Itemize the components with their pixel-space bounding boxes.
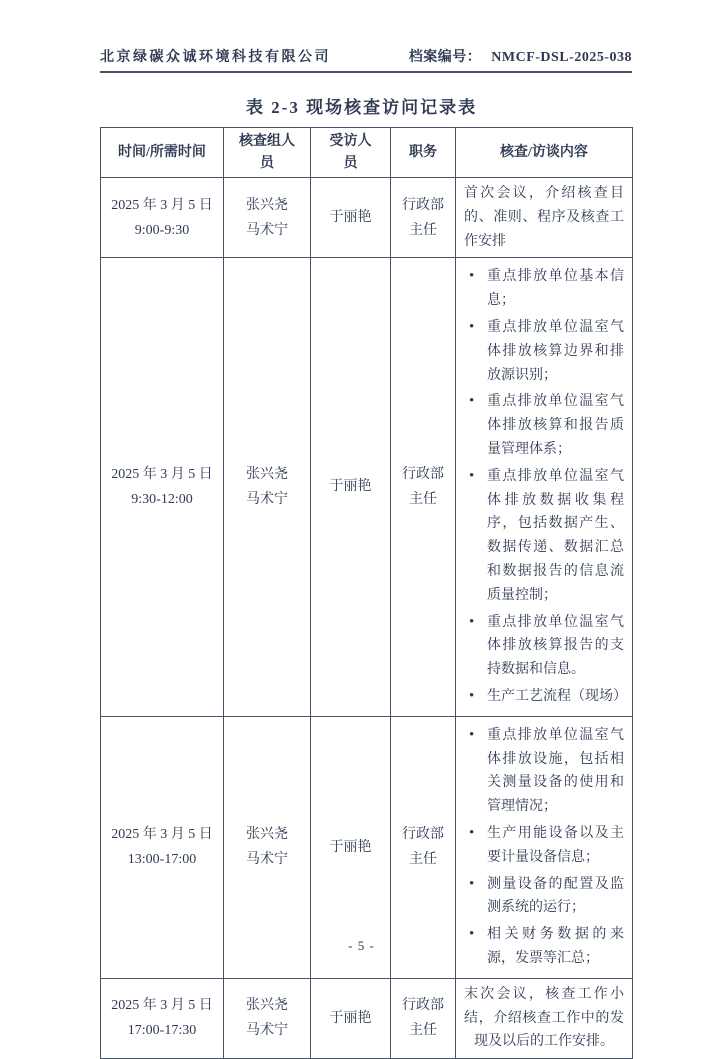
date-text: 2025 年 3 月 5 日 (111, 827, 213, 843)
content-text: 末次会议，核查工作小结，介绍核查工作中的发现及以后的工作安排。 (464, 986, 624, 1050)
table-row-1 (101, 178, 633, 258)
bullet-item (464, 390, 624, 461)
bullet-text: 测量设备的配置及监测系统的运行； (487, 876, 624, 916)
table-row-4 (101, 978, 633, 1058)
team-member: 马术宁 (246, 852, 288, 868)
time-text: 9:30-12:00 (131, 492, 193, 508)
cell-content (456, 178, 633, 258)
bullet-text: 生产工艺流程（现场） (487, 688, 627, 704)
bullet-item (464, 873, 624, 921)
position-text: 行政部 (402, 197, 444, 213)
archive-number-block (409, 46, 632, 66)
position-text: 行政部 (402, 998, 444, 1014)
bullet-text: 重点排放单位温室气体排放核算边界和排放源识别； (487, 319, 624, 383)
header-interviewee-line1: 受访人 (329, 133, 372, 149)
team-member: 张兴尧 (246, 197, 288, 213)
archive-number: NMCF-DSL-2025-038 (491, 50, 632, 65)
interviewee-name: 于丽艳 (329, 210, 372, 226)
cell-content (456, 258, 633, 716)
page-number: - 5 - (348, 938, 375, 953)
archive-label: 档案编号： (408, 50, 482, 65)
position-text: 行政部 (402, 827, 444, 843)
position-text: 主任 (409, 492, 437, 508)
bullet-item (464, 316, 624, 387)
cell-content (456, 978, 633, 1058)
bullet-item (464, 822, 624, 870)
bullet-icon: • (469, 875, 475, 892)
cell-position (391, 978, 456, 1058)
date-text: 2025 年 3 月 5 日 (111, 197, 213, 213)
interviewee-name: 于丽艳 (329, 839, 372, 855)
position-text: 行政部 (402, 466, 444, 482)
date-text: 2025 年 3 月 5 日 (111, 998, 213, 1014)
page-header (100, 46, 632, 73)
cell-position (391, 178, 456, 258)
team-member: 马术宁 (246, 1023, 288, 1039)
document-title: 表 2-3 现场核查访问记录表 (245, 98, 478, 117)
time-text: 13:00-17:00 (127, 852, 197, 868)
cell-time (101, 258, 224, 716)
interviewee-name: 于丽艳 (329, 479, 372, 495)
bullet-item (464, 685, 627, 709)
bullet-item (464, 265, 624, 313)
cell-time (101, 178, 224, 258)
header-cell-content: 核查/访谈内容 (456, 128, 633, 178)
time-text: 17:00-17:30 (127, 1023, 197, 1039)
header-cell-interviewee (311, 128, 391, 178)
header-cell-position: 职务 (391, 128, 456, 178)
table-header-row (101, 128, 633, 178)
cell-interviewee (311, 978, 391, 1058)
bullet-icon: • (469, 467, 475, 484)
bullet-item (464, 724, 624, 819)
records-table-wrap (100, 127, 632, 1059)
header-cell-team (224, 128, 311, 178)
bullet-text: 重点排放单位温室气体排放设施，包括相关测量设备的使用和管理情况； (487, 727, 624, 815)
table-row-2 (101, 258, 633, 716)
bullet-item (464, 465, 624, 608)
bullet-icon: • (469, 687, 475, 704)
bullet-icon: • (469, 824, 475, 841)
bullet-text: 重点排放单位温室气体排放核算和报告质量管理体系； (487, 394, 624, 457)
bullet-text: 重点排放单位温室气体排放数据收集程序，包括数据产生、数据传递、数据汇总和数据报告的信息流质量控制； (487, 468, 624, 603)
position-text: 主任 (409, 1023, 437, 1039)
bullet-icon: • (469, 393, 475, 410)
position-text: 主任 (409, 222, 437, 238)
cell-interviewee (311, 178, 391, 258)
bullet-text: 相关财务数据的来源，发票等汇总； (487, 927, 624, 966)
team-member: 张兴尧 (246, 466, 288, 482)
bullet-text: 重点排放单位温室气体排放核算报告的支持数据和信息。 (487, 614, 624, 678)
team-member: 马术宁 (246, 492, 288, 508)
bullet-icon: • (469, 613, 475, 630)
interviewee-name: 于丽艳 (329, 1010, 372, 1026)
cell-time (101, 978, 224, 1058)
date-text: 2025 年 3 月 5 日 (111, 466, 213, 482)
bullet-icon: • (469, 318, 475, 335)
bullet-icon: • (469, 268, 475, 285)
header-cell-time: 时间/所需时间 (101, 128, 224, 178)
team-member: 马术宁 (246, 222, 288, 238)
cell-interviewee (311, 258, 391, 716)
header-interviewee-line2: 员 (343, 155, 358, 171)
time-text: 9:00-9:30 (134, 222, 190, 238)
content-text: 首次会议，介绍核查目的、准则、程序及核查工作安排 (464, 186, 624, 249)
company-name: 北京绿碳众诚环境科技有限公司 (100, 50, 331, 65)
team-member: 张兴尧 (246, 998, 288, 1014)
bullet-item (464, 611, 624, 682)
bullet-text: 生产用能设备以及主要计量设备信息； (487, 825, 624, 865)
header-team-line2: 员 (260, 155, 274, 171)
bullet-text: 重点排放单位基本信息； (487, 269, 624, 309)
records-table (100, 127, 633, 1059)
cell-team (224, 978, 311, 1058)
cell-team (224, 258, 311, 716)
bullet-icon: • (469, 926, 475, 943)
position-text: 主任 (409, 852, 437, 868)
header-team-line1: 核查组人 (239, 133, 295, 149)
team-member: 张兴尧 (246, 827, 288, 843)
cell-position (391, 258, 456, 716)
bullet-icon: • (469, 726, 475, 743)
bullet-list (464, 724, 624, 971)
cell-team (224, 178, 311, 258)
bullet-list (464, 265, 627, 708)
